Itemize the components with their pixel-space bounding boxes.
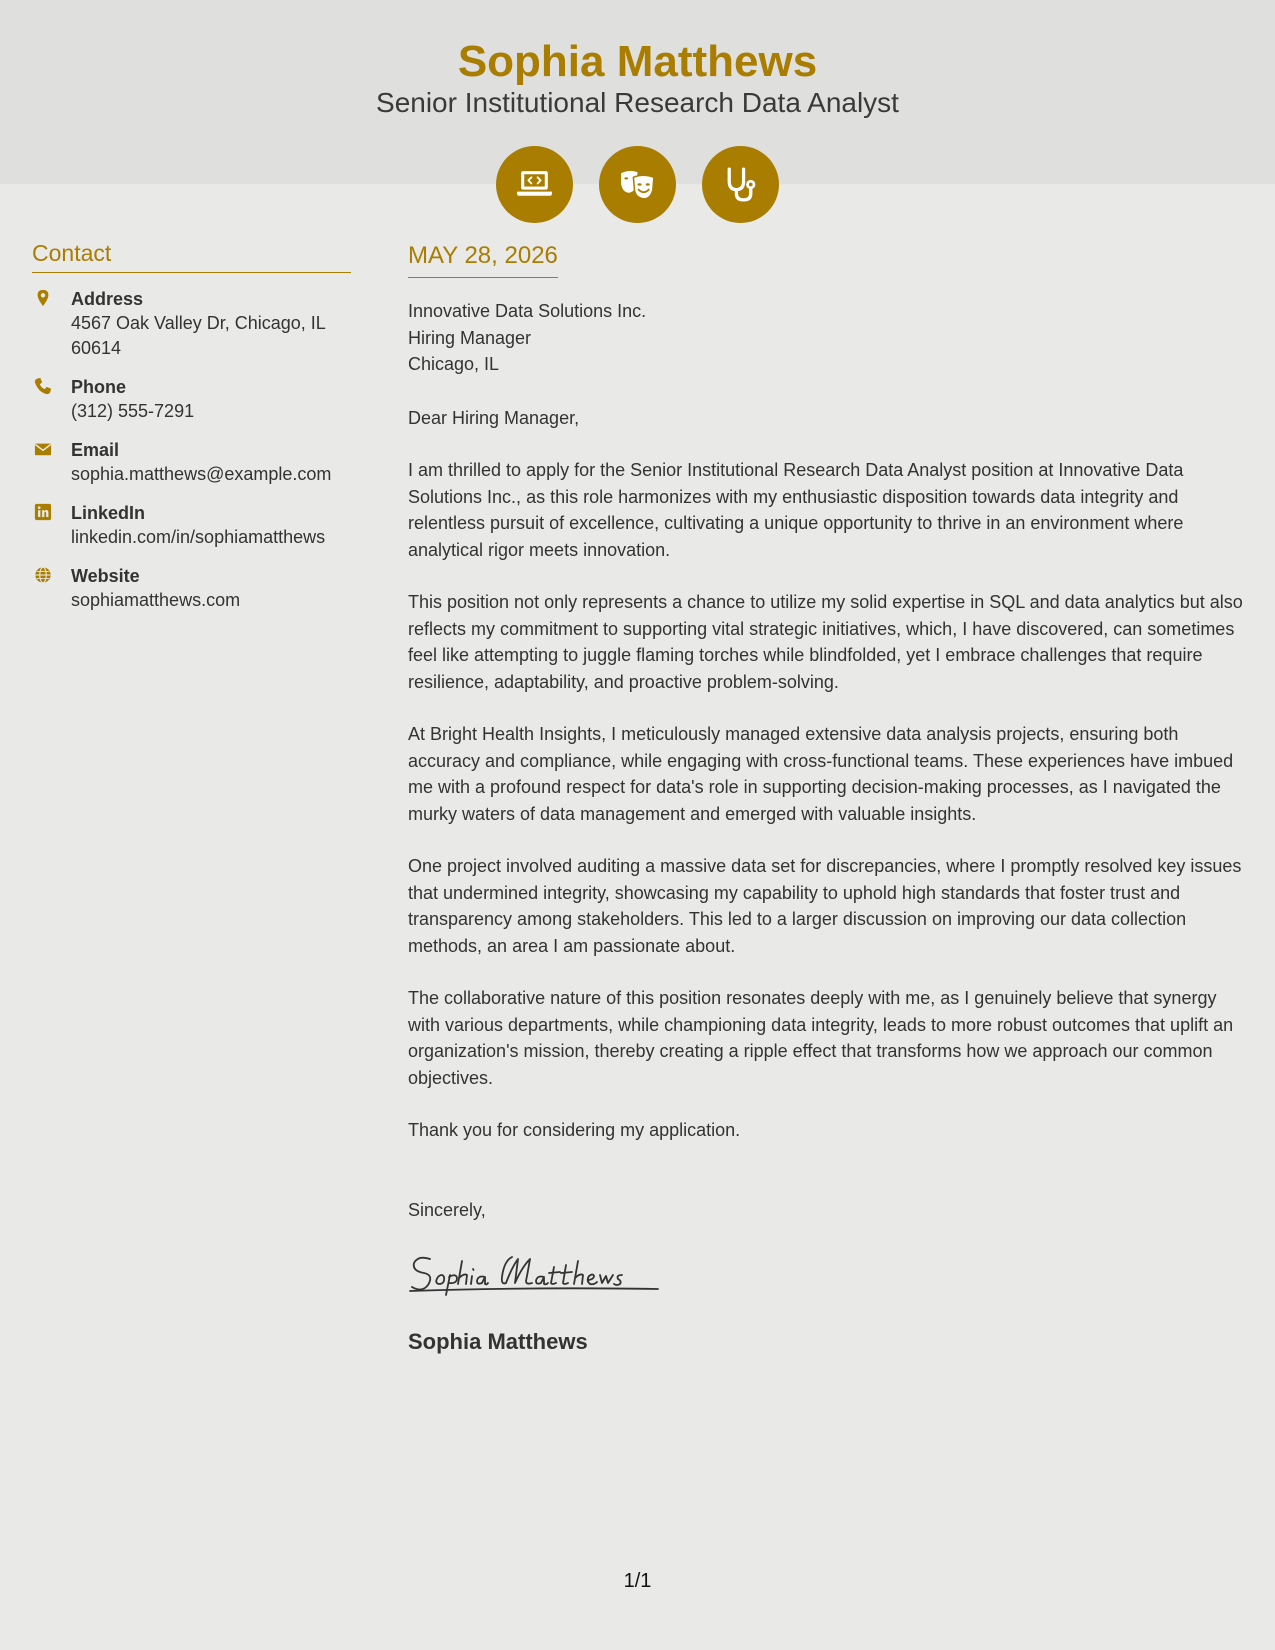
letter-paragraph: Thank you for considering my application. xyxy=(408,1120,741,1140)
email-label: Email xyxy=(71,440,120,460)
closing: Sincerely, xyxy=(408,1199,486,1220)
stethoscope-icon xyxy=(702,146,779,223)
contact-sidebar xyxy=(32,238,351,613)
email-value: sophia.matthews@example.com xyxy=(71,464,332,484)
recipient-role: Hiring Manager xyxy=(408,327,532,348)
globe-icon xyxy=(34,566,52,584)
linkedin-icon xyxy=(34,503,52,521)
phone-label: Phone xyxy=(71,377,127,397)
address-label: Address xyxy=(71,289,144,309)
contact-heading: Contact xyxy=(32,238,351,273)
recipient-location: Chicago, IL xyxy=(408,354,500,374)
letter-paragraph: The collaborative nature of this position resonates deeply with me, as I genuinely believe that synergy with various departments, while championing data integrity, leads to more robust outcomes that uplift an organization's mission, thereby creating a ripple effect that transforms how we approach our common objectives. xyxy=(408,988,1234,1088)
contact-email xyxy=(32,438,351,487)
website-label: Website xyxy=(71,566,140,586)
letter-date: MAY 28, 2026 xyxy=(408,240,558,278)
contact-linkedin xyxy=(32,501,351,550)
recipient-block xyxy=(408,298,1253,378)
letter-paragraph: One project involved auditing a massive data set for discrepancies, where I promptly resolved key issues that undermined integrity, showcasing my capability to uphold high standards that foster trust and transparency among stakeholders. This led to a larger discussion on improving our data collection methods, an area I am passionate about. xyxy=(408,856,1242,956)
letter-paragraph: This position not only represents a chance to utilize my solid expertise in SQL and data analytics but also reflects my commitment to supporting vital strategic initiatives, which, I have discovered, can sometimes feel like attempting to juggle flaming torches while blindfolded, yet I embrace challenges that require resilience, adaptability, and proactive problem-solving. xyxy=(408,592,1243,692)
linkedin-value: linkedin.com/in/sophiamatthews xyxy=(71,527,326,547)
page-number: 1/1 xyxy=(623,1570,652,1592)
applicant-name: Sophia Matthews xyxy=(457,37,818,86)
address-value: 4567 Oak Valley Dr, Chicago, IL 60614 xyxy=(71,313,326,358)
handwritten-signature xyxy=(408,1247,668,1297)
job-title: Senior Institutional Research Data Analyst xyxy=(376,87,899,118)
theater-masks-icon xyxy=(599,146,676,223)
contact-address xyxy=(32,287,351,361)
laptop-code-icon xyxy=(496,146,573,223)
contact-phone xyxy=(32,375,351,424)
phone-icon xyxy=(34,377,52,395)
letter-body xyxy=(408,240,1253,1357)
letter-paragraph: I am thrilled to apply for the Senior Institutional Research Data Analyst position at Innovative Data Solutions Inc., as this role harmonizes with my enthusiastic disposition towards data integrity and relentless pursuit of excellence, cultivating a unique opportunity to thrive in an environment where analytical rigor meets innovation. xyxy=(408,460,1184,560)
envelope-icon xyxy=(34,440,52,458)
phone-value: (312) 555-7291 xyxy=(71,401,195,421)
contact-website xyxy=(32,564,351,613)
website-value: sophiamatthews.com xyxy=(71,590,241,610)
recipient-company: Innovative Data Solutions Inc. xyxy=(408,301,647,321)
map-marker-icon xyxy=(34,289,52,307)
signed-name: Sophia Matthews xyxy=(408,1328,588,1354)
salutation: Dear Hiring Manager, xyxy=(408,407,580,428)
letter-paragraph: At Bright Health Insights, I meticulously managed extensive data analysis projects, ensuring both accuracy and compliance, while engaging with cross-functional teams. These experiences have imbued me with a profound respect for data's role in supporting decision-making processes, as I navigated the murky waters of data management and emerged with valuable insights. xyxy=(408,724,1234,824)
linkedin-label: LinkedIn xyxy=(71,503,146,523)
